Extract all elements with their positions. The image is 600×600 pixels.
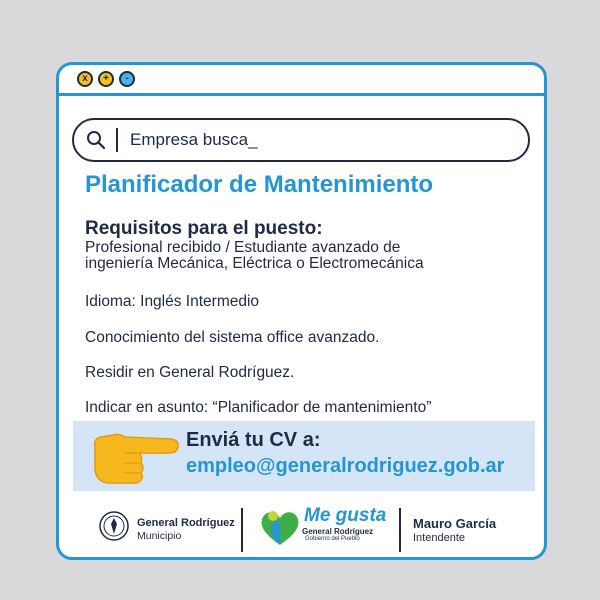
heart-logo-icon xyxy=(259,507,301,547)
brand-tagline: Gobierno del Pueblo xyxy=(305,536,360,542)
title-bar xyxy=(59,65,544,96)
search-query[interactable]: Empresa busca_ xyxy=(130,130,258,149)
search-icon xyxy=(86,130,106,150)
cta-label: Enviá tu CV a: xyxy=(186,429,321,451)
requirement-language: Idioma: Inglés Intermedio xyxy=(85,293,260,310)
mayor-role: Intendente xyxy=(413,532,465,544)
municipality-name: General Rodríguez xyxy=(137,517,235,529)
municipality-label: Municipio xyxy=(137,530,182,542)
brand-place: General Rodríguez xyxy=(302,527,374,536)
email-link[interactable]: empleo@generalrodriguez.gob.ar xyxy=(186,455,505,477)
apply-banner xyxy=(73,421,535,491)
text-cursor xyxy=(116,128,118,152)
requirement-subject: Indicar en asunto: “Planificador de mantenimiento” xyxy=(85,399,432,416)
requirement-office: Conocimiento del sistema office avanzado. xyxy=(85,329,380,346)
pointing-hand-icon xyxy=(91,427,179,485)
brand-slogan: Me gusta xyxy=(304,505,387,526)
requirement-residence: Residir en General Rodríguez. xyxy=(85,364,295,381)
close-button[interactable]: x xyxy=(77,71,93,87)
requirements-heading: Requisitos para el puesto: xyxy=(85,218,323,239)
mayor-name: Mauro García xyxy=(413,516,497,531)
search-bar[interactable] xyxy=(72,118,530,162)
browser-window xyxy=(56,62,547,560)
requirement-profession-line2: ingeniería Mecánica, Eléctrica o Electromecánica xyxy=(85,255,424,272)
footer-logos xyxy=(59,503,544,559)
maximize-button[interactable]: + xyxy=(98,71,114,87)
footer-divider xyxy=(399,508,401,552)
job-title: Planificador de Mantenimiento xyxy=(85,171,434,198)
footer-divider xyxy=(241,508,243,552)
municipality-seal-icon xyxy=(99,509,129,543)
requirement-profession-line1: Profesional recibido / Estudiante avanzado de xyxy=(85,239,401,256)
minimize-button[interactable]: - xyxy=(119,71,135,87)
